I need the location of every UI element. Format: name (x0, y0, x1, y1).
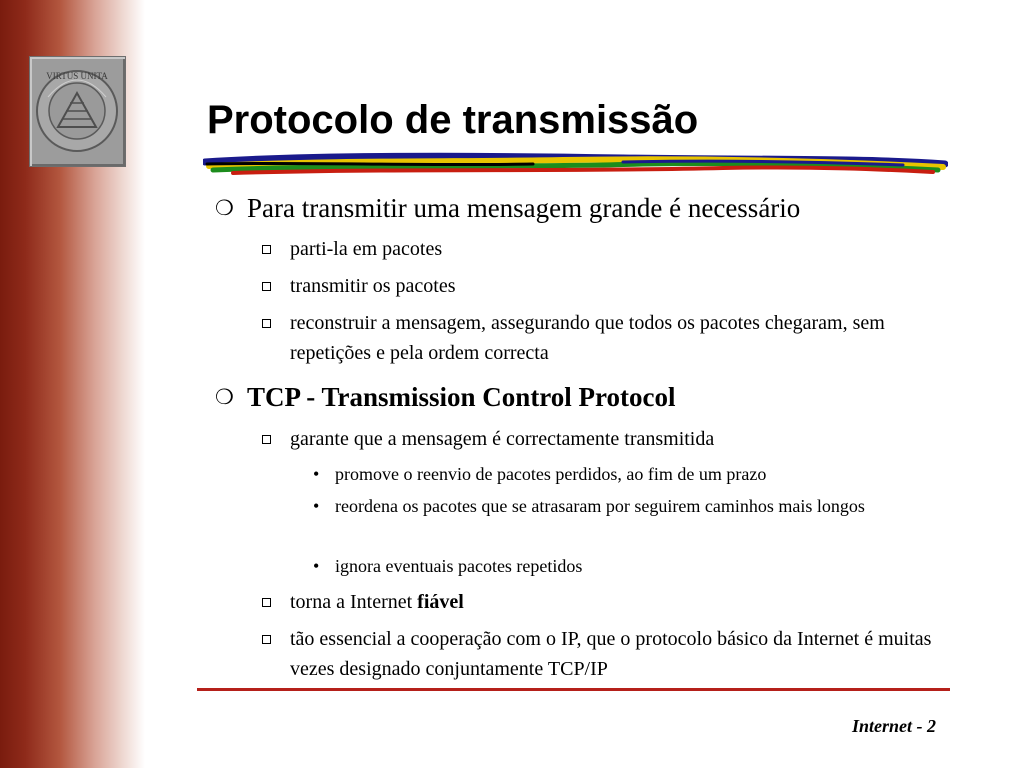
square-bullet-icon (262, 319, 271, 328)
dot-bullet-icon: • (313, 556, 320, 576)
square-bullet-icon (262, 635, 271, 644)
square-bullet-icon (262, 245, 271, 254)
circle-bullet-icon: ❍ (215, 385, 234, 409)
square-bullet-icon (262, 282, 271, 291)
footer-divider (197, 688, 950, 691)
square-bullet-icon (262, 598, 271, 607)
decorative-brush-stroke (203, 150, 948, 180)
university-seal-logo (29, 56, 126, 167)
dot-bullet-icon: • (313, 464, 320, 484)
logo-motto: VIRTUS UNITA (46, 71, 108, 81)
slide-title: Protocolo de transmissão (207, 98, 699, 142)
circle-bullet-icon: ❍ (215, 196, 234, 220)
dot-bullet-icon: • (313, 496, 320, 516)
slide-footer: Internet - 2 (851, 716, 936, 736)
square-bullet-icon (262, 435, 271, 444)
